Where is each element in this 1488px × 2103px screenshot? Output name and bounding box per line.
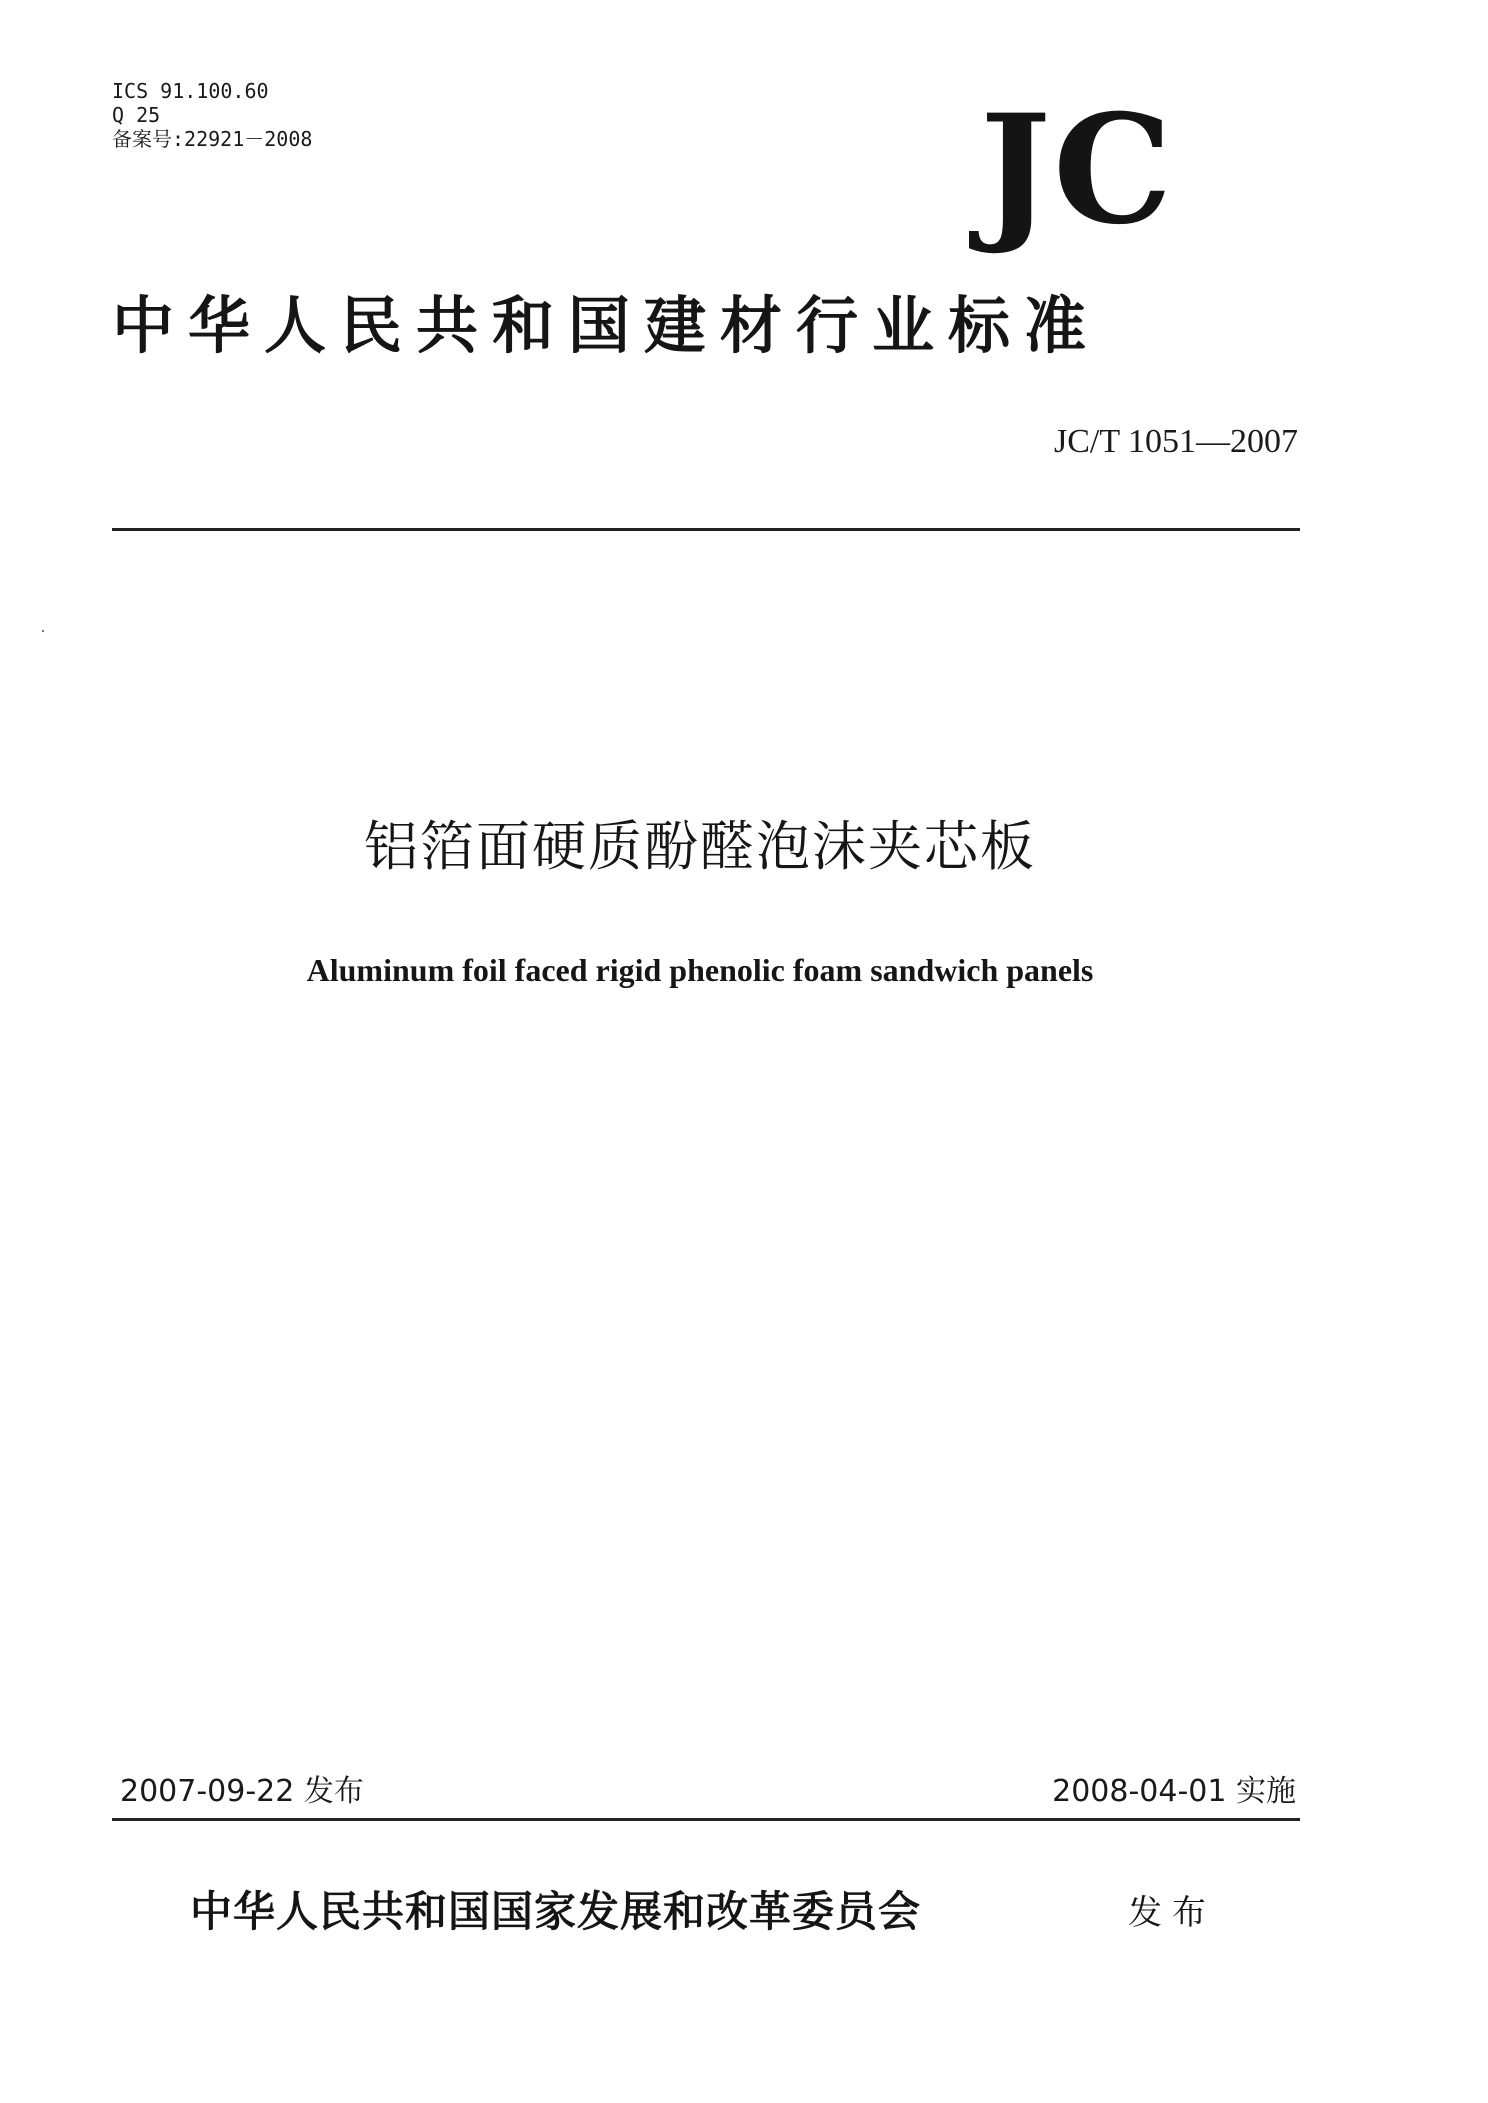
chinese-title: 铝箔面硬质酚醛泡沫夹芯板 <box>364 815 1036 878</box>
standard-category-title: 中华人民共和国建材行业标准 <box>112 289 1101 362</box>
bottom-divider <box>112 1818 1300 1821</box>
publisher-name: 中华人民共和国国家发展和改革委员会 <box>190 1887 922 1936</box>
top-divider <box>112 528 1300 531</box>
english-title: Aluminum foil faced rigid phenolic foam sandwich panels <box>306 952 1094 988</box>
ccs-code: Q 25 <box>112 103 161 127</box>
issued-label: 发布 <box>1128 1893 1216 1933</box>
implementation-date: 2008-04-01 实施 <box>1052 1774 1296 1809</box>
standard-code: JC/T 1051—2007 <box>1053 423 1298 460</box>
scan-speck <box>42 630 44 632</box>
publish-date: 2007-09-22 发布 <box>120 1774 364 1809</box>
jc-logo: JC <box>980 82 1175 258</box>
ics-code: ICS 91.100.60 <box>112 79 269 103</box>
record-number: 备案号:22921－2008 <box>112 127 313 151</box>
